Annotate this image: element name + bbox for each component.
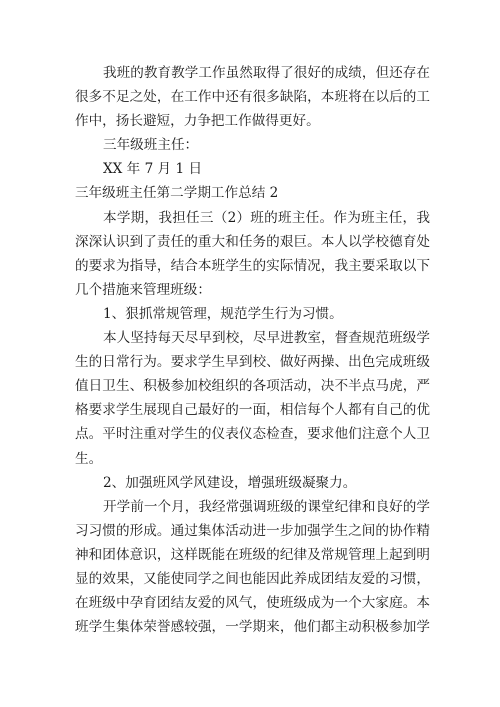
text-line: 本学期，我担任三（2）班的班主任。作为班主任，我 bbox=[103, 209, 430, 226]
text-line: 作中，扬长避短，力争把工作做得更好。 bbox=[75, 113, 320, 130]
document-body bbox=[75, 61, 430, 639]
text-line: 班学生集体荣誉感较强，一学期来，他们都主动积极参加学 bbox=[75, 619, 430, 636]
text-line: 生。 bbox=[75, 450, 103, 467]
text-line: 三年级班主任第二学期工作总结 2 bbox=[75, 185, 279, 202]
text-line: 点。平时注重对学生的仪表仪态检查，要求他们注意个人卫 bbox=[75, 426, 430, 443]
text-line: 我班的教育教学工作虽然取得了很好的成绩，但还存在 bbox=[103, 65, 430, 81]
text-line: 三年级班主任： bbox=[103, 137, 199, 154]
text-line: XX 年 7 月 1 日 bbox=[103, 161, 203, 178]
text-line: 神和团体意识，这样既能在班级的纪律及常规管理上起到明 bbox=[75, 546, 430, 563]
text-line: 显的效果，又能使同学之间也能因此养成团结友爱的习惯， bbox=[75, 570, 430, 587]
text-line: 深深认识到了责任的重大和任务的艰巨。本人以学校德育处 bbox=[75, 233, 430, 250]
text-line: 1、狠抓常规管理，规范学生行为习惯。 bbox=[103, 305, 343, 322]
text-line: 很多不足之处，在工作中还有很多缺陷，本班将在以后的工 bbox=[75, 89, 430, 106]
text-line: 2、加强班风学风建设，增强班级凝聚力。 bbox=[103, 474, 357, 491]
text-line: 习习惯的形成。通过集体活动进一步加强学生之间的协作精 bbox=[75, 522, 430, 539]
text-line: 几个措施来管理班级： bbox=[75, 281, 211, 298]
text-line: 生的日常行为。要求学生早到校、做好两操、出色完成班级 bbox=[75, 354, 430, 371]
text-line: 开学前一个月，我经常强调班级的课堂纪律和良好的学 bbox=[103, 498, 430, 515]
text-line: 在班级中孕育团结友爱的风气，使班级成为一个大家庭。本 bbox=[75, 595, 430, 612]
text-line: 格要求学生展现自己最好的一面，相信每个人都有自己的优 bbox=[75, 402, 430, 419]
text-line: 本人坚持每天尽早到校，尽早进教室，督查规范班级学 bbox=[103, 330, 430, 347]
text-line: 的要求为指导，结合本班学生的实际情况，我主要采取以下 bbox=[75, 257, 430, 274]
text-line: 值日卫生、积极参加校组织的各项活动，决不半点马虎，严 bbox=[75, 378, 430, 395]
